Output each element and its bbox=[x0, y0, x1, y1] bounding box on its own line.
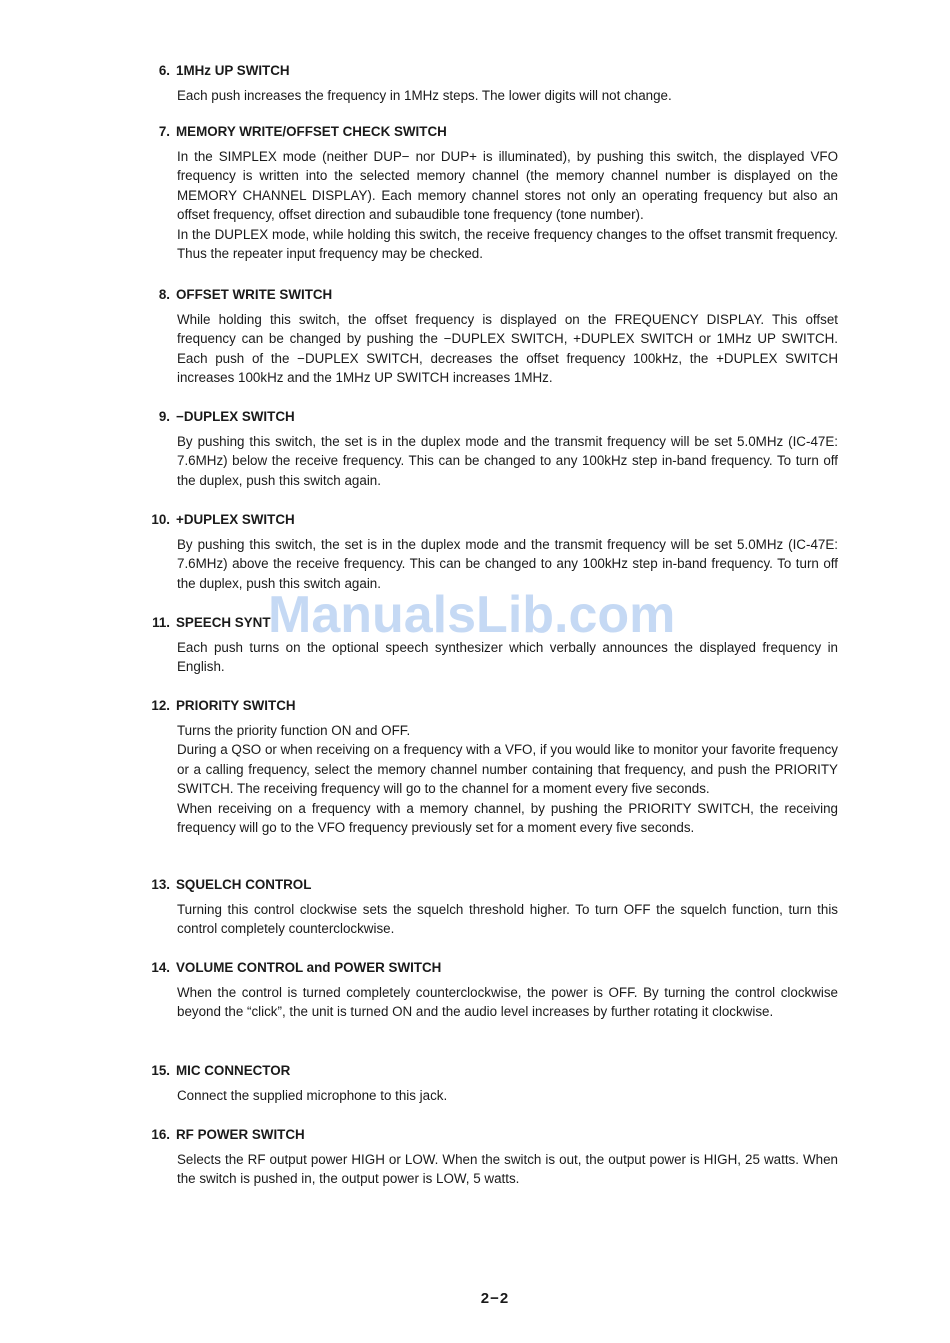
section-body bbox=[177, 86, 838, 105]
section-body bbox=[177, 310, 838, 388]
section-heading bbox=[0, 122, 950, 142]
paragraph: In the SIMPLEX mode (neither DUP− nor DUP+ is illuminated), by pushing this switch, the displayed VFO frequency is written into the selected memory channel (the memory channel number is displayed on the MEMORY CHANNEL DISPLAY). Each memory channel stores not only an operating frequency but also an offset frequency, offset direction and subaudible tone frequency (tone number). bbox=[177, 149, 838, 223]
paragraph: Connect the supplied microphone to this jack. bbox=[177, 1088, 448, 1103]
section-body bbox=[177, 900, 838, 939]
section-title: +DUPLEX SWITCH bbox=[176, 512, 295, 527]
section-body bbox=[177, 983, 838, 1022]
section-heading bbox=[0, 696, 950, 716]
section-number: 9. bbox=[158, 409, 170, 424]
paragraph: Turns the priority function ON and OFF. bbox=[177, 723, 411, 738]
paragraph: Each push increases the frequency in 1MHz steps. The lower digits will not change. bbox=[177, 88, 672, 103]
section-number: 11. bbox=[152, 615, 170, 630]
section-heading bbox=[0, 613, 950, 633]
section-title: SPEECH SYNT bbox=[176, 615, 271, 630]
paragraph: Turning this control clockwise sets the squelch threshold higher. To turn OFF the squelch function, turn this control completely counterclockwise. bbox=[177, 902, 838, 937]
section-heading bbox=[0, 1125, 950, 1145]
section-number: 6. bbox=[158, 63, 170, 78]
section-number: 10. bbox=[151, 512, 170, 527]
section-heading bbox=[0, 510, 950, 530]
section-heading bbox=[0, 285, 950, 305]
section-number: 13. bbox=[151, 877, 170, 892]
section-body bbox=[177, 432, 838, 490]
section-number: 14. bbox=[151, 960, 170, 975]
paragraph: When receiving on a frequency with a memory channel, by pushing the PRIORITY SWITCH, the receiving frequency will go to the VFO frequency previously set for a moment every five seconds. bbox=[177, 800, 838, 836]
section-body bbox=[177, 638, 838, 677]
page-number: 2−2 bbox=[480, 1290, 510, 1307]
section-number: 12. bbox=[151, 698, 170, 713]
watermark: ManualsLib.com bbox=[268, 586, 676, 644]
section-heading bbox=[0, 1061, 950, 1081]
paragraph: When the control is turned completely counterclockwise, the power is OFF. By turning the control clockwise beyond the “click”, the unit is turned ON and the audio level increases by further rotating it clockwise. bbox=[177, 985, 838, 1020]
section-heading bbox=[0, 61, 950, 81]
section-number: 15. bbox=[151, 1063, 170, 1078]
section-number: 8. bbox=[158, 287, 170, 302]
section-title: PRIORITY SWITCH bbox=[176, 698, 296, 713]
paragraph: By pushing this switch, the set is in the duplex mode and the transmit frequency will be set 5.0MHz (IC-47E: 7.6MHz) below the receive frequency. This can be changed to any 100kHz step in-band frequency. To turn off the duplex, push this switch again. bbox=[177, 434, 838, 488]
section-body bbox=[177, 147, 838, 263]
paragraph: While holding this switch, the offset frequency is displayed on the FREQUENCY DISPLAY. This offset frequency can be changed by pushing the −DUPLEX SWITCH, +DUPLEX SWITCH or 1MHz UP SWITCH. Each push of the −DUPLEX SWITCH, decreases the offset frequency 100kHz, the +DUPLEX SWITCH increases 100kHz and the 1MHz UP SWITCH increases 1MHz. bbox=[177, 312, 838, 386]
section-title: 1MHz UP SWITCH bbox=[176, 63, 290, 78]
section-heading bbox=[0, 958, 950, 978]
paragraph: During a QSO or when receiving on a frequency with a VFO, if you would like to monitor your favorite frequency or a calling frequency, select the memory channel number containing that frequency, and push the PRIORITY SWITCH. The receiving frequency will go to the channel for a moment every five seconds. bbox=[177, 742, 838, 797]
section-title: MEMORY WRITE/OFFSET CHECK SWITCH bbox=[176, 124, 447, 139]
section-number: 7. bbox=[158, 124, 170, 139]
section-title: SQUELCH CONTROL bbox=[176, 877, 312, 892]
section-title: OFFSET WRITE SWITCH bbox=[176, 287, 333, 302]
section-body bbox=[177, 1150, 838, 1189]
section-body bbox=[177, 1086, 838, 1105]
paragraph: Each push turns on the optional speech synthesizer which verbally announces the displayed frequency in English. bbox=[177, 640, 838, 675]
section-title: MIC CONNECTOR bbox=[176, 1063, 291, 1078]
section-title: RF POWER SWITCH bbox=[176, 1127, 305, 1142]
section-body bbox=[177, 535, 838, 593]
section-heading bbox=[0, 875, 950, 895]
section-number: 16. bbox=[151, 1127, 170, 1142]
section-title: VOLUME CONTROL and POWER SWITCH bbox=[176, 960, 442, 975]
section-heading bbox=[0, 407, 950, 427]
paragraph: In the DUPLEX mode, while holding this switch, the receive frequency changes to the offset transmit frequency. Thus the repeater input frequency may be checked. bbox=[177, 226, 838, 262]
paragraph: Selects the RF output power HIGH or LOW. When the switch is out, the output power is HIGH, 25 watts. When the switch is pushed in, the output power is LOW, 5 watts. bbox=[177, 1152, 838, 1187]
paragraph: By pushing this switch, the set is in the duplex mode and the transmit frequency will be set 5.0MHz (IC-47E: 7.6MHz) above the receive frequency. This can be changed to any 100kHz step in-band frequency. To turn off the duplex, push this switch again. bbox=[177, 537, 838, 591]
section-body bbox=[177, 721, 838, 837]
section-title: −DUPLEX SWITCH bbox=[176, 409, 295, 424]
